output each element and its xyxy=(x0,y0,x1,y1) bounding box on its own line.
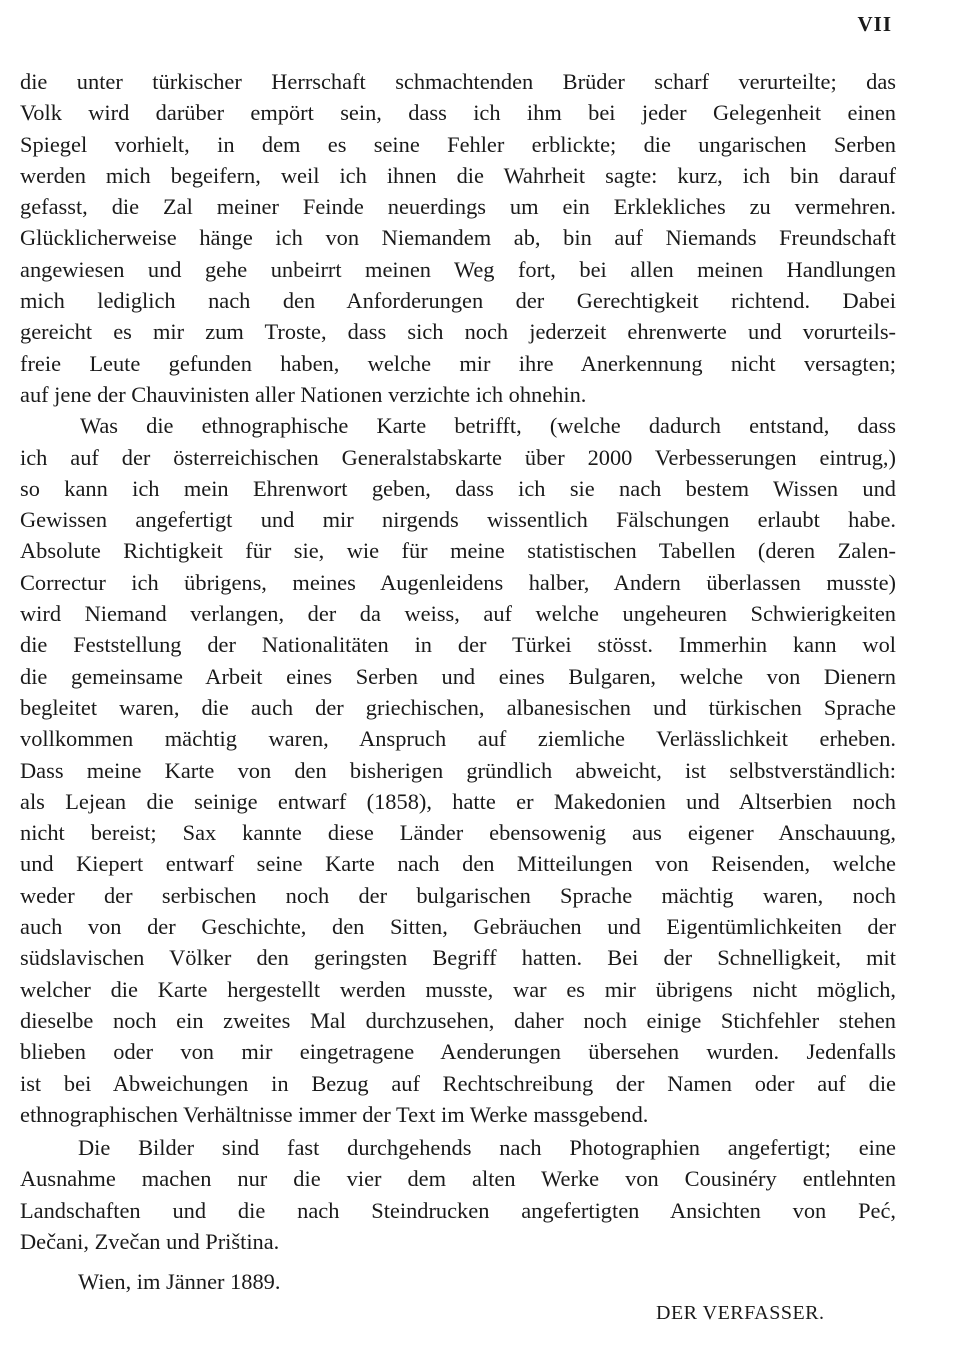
text-line: Spiegel vorhielt, in dem es seine Fehler erblickte; die ungarischen Serben xyxy=(20,131,896,157)
text-line: Glücklicherweise hänge ich von Niemandem ab, bin auf Niemands Freundschaft xyxy=(20,225,896,251)
text-line: Dass meine Karte von den bisherigen gründlich abweicht, ist selbstverständlich: xyxy=(20,757,896,783)
paragraph-2 xyxy=(20,410,896,1130)
text-line: nicht bereist; Sax kannte diese Länder ebensowenig aus eigener Anschauung, xyxy=(20,820,896,846)
text-line: weder der serbischen noch der bulgarischen Sprache mächtig waren, noch xyxy=(20,882,896,908)
text-line: auf jene der Chauvinisten aller Nationen verzichte ich ohnehin. xyxy=(20,381,587,407)
text-line: dieselbe noch ein zweites Mal durchzusehen, daher noch einige Stichfehler stehen xyxy=(20,1007,896,1033)
text-line: die Feststellung der Nationalitäten in der Türkei stösst. Immerhin kann wol xyxy=(20,632,896,658)
date-line: Wien, im Jänner 1889. xyxy=(78,1269,281,1294)
text-line: als Lejean die seinige entwarf (1858), hatte er Makedonien und Altserbien noch xyxy=(20,788,896,814)
closing-text xyxy=(20,1132,896,1257)
text-line: so kann ich mein Ehrenwort geben, dass ich sie nach bestem Wissen und xyxy=(20,475,896,501)
paragraph-1 xyxy=(20,66,896,410)
text-line: und Kiepert entwarf seine Karte nach den Mitteilungen von Reisenden, welche xyxy=(20,851,896,877)
text-line: blieben oder von mir eingetragene Aenderungen übersehen wurden. Jedenfalls xyxy=(20,1039,896,1065)
text-line: Die Bilder sind fast durchgehends nach Photographien angefertigt; eine xyxy=(78,1135,896,1160)
paragraph-3 xyxy=(20,1132,896,1257)
text-line: Was die ethnographische Karte betrifft, (welche dadurch entstand, dass xyxy=(80,413,896,439)
text-line: ethnographischen Verhältnisse immer der Text im Werke massgebend. xyxy=(20,1101,649,1127)
page-number: VII xyxy=(857,12,892,36)
text-line: südslavischen Völker den geringsten Begriff hatten. Bei der Schnelligkeit, mit xyxy=(20,945,896,971)
text-line: angewiesen und gehe unbeirrt meinen Weg fort, bei allen meinen Handlungen xyxy=(20,256,896,282)
text-line: auch von der Geschichte, den Sitten, Gebräuchen und Eigentümlichkeiten der xyxy=(20,914,896,940)
text-line: begleitet waren, die auch der griechischen, albanesischen und türkischen Sprache xyxy=(20,694,896,720)
main-text xyxy=(20,66,896,1130)
text-line: Absolute Richtigkeit für sie, wie für meine statistischen Tabellen (deren Zalen- xyxy=(20,538,896,564)
text-line: Volk wird darüber empört sein, dass ich ihm bei jeder Gelegenheit einen xyxy=(20,100,896,126)
text-line: freie Leute gefunden haben, welche mir ihre Anerkennung nicht versagten; xyxy=(20,350,896,376)
text-line: die gemeinsame Arbeit eines Serben und eines Bulgaren, welche von Dienern xyxy=(20,663,896,689)
text-line: vollkommen mächtig waren, Anspruch auf ziemliche Verlässlichkeit erheben. xyxy=(20,726,896,752)
text-line: Landschaften und die nach Steindrucken angefertigten Ansichten von Peć, xyxy=(20,1197,896,1223)
text-line: Correctur ich übrigens, meines Augenleidens halber, Andern überlassen musste) xyxy=(20,569,896,595)
text-line: ich auf der österreichischen Generalstabskarte über 2000 Verbesserungen eintrug,) xyxy=(20,444,896,470)
text-line: Dečani, Zvečan und Priština. xyxy=(20,1228,280,1254)
text-line: Gewissen angefertigt und mir nirgends wissentlich Fälschungen erlaubt habe. xyxy=(20,507,896,533)
text-line: ist bei Abweichungen in Bezug auf Rechtschreibung der Namen oder auf die xyxy=(20,1070,896,1096)
text-line: werden mich begeifern, weil ich ihnen die Wahrheit sagte: kurz, ich bin darauf xyxy=(20,162,896,188)
text-line: wird Niemand verlangen, der da weiss, auf welche ungeheuren Schwierigkeiten xyxy=(20,601,896,627)
text-line: gefasst, die Zal meiner Feinde neuerdings um ein Erklekliches zu vermehren. xyxy=(20,194,896,220)
text-line: mich lediglich nach den Anforderungen der Gerechtigkeit richtend. Dabei xyxy=(20,288,896,314)
signature: DER VERFASSER. xyxy=(656,1302,825,1324)
text-line: welcher die Karte hergestellt werden musste, war es mir übrigens nicht möglich, xyxy=(20,976,896,1002)
text-line: gereicht es mir zum Troste, dass sich noch jederzeit ehrenwerte und vorurteils- xyxy=(20,319,896,345)
text-line: Ausnahme machen nur die vier dem alten Werke von Cousinéry entlehnten xyxy=(20,1166,896,1192)
text-line: die unter türkischer Herrschaft schmachtenden Brüder scharf verurteilte; das xyxy=(20,69,896,94)
